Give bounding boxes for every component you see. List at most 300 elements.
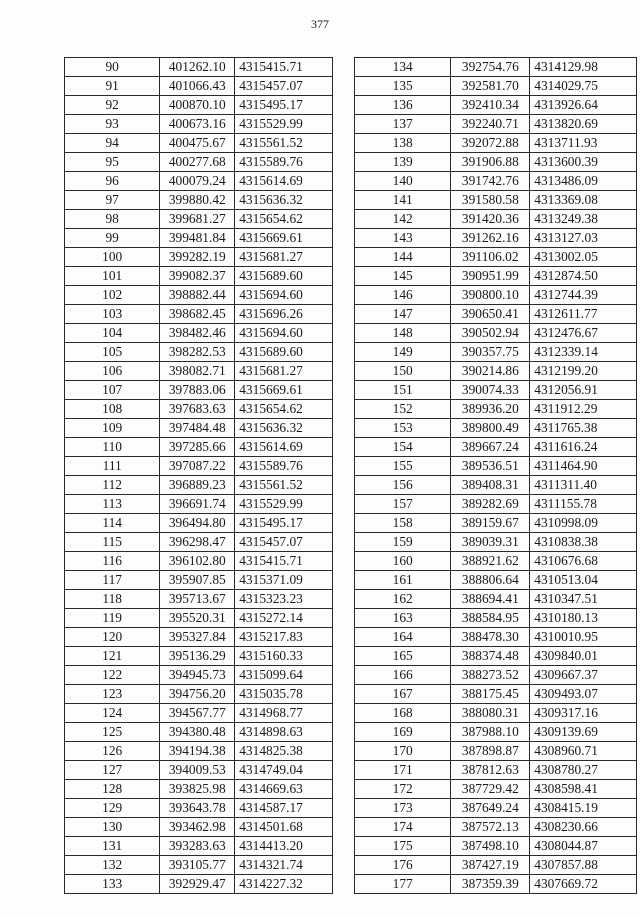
table-row xyxy=(65,172,333,191)
x-coordinate-cell: 396889.23 xyxy=(160,476,235,495)
table-row xyxy=(65,438,333,457)
point-number-cell: 144 xyxy=(355,248,451,267)
table-row xyxy=(355,647,637,666)
table-row xyxy=(355,666,637,685)
y-coordinate-cell: 4314029.75 xyxy=(530,77,637,96)
point-number-cell: 101 xyxy=(65,267,160,286)
table-row xyxy=(65,685,333,704)
table-row xyxy=(355,723,637,742)
point-number-cell: 123 xyxy=(65,685,160,704)
point-number-cell: 126 xyxy=(65,742,160,761)
table-row xyxy=(65,400,333,419)
point-number-cell: 137 xyxy=(355,115,451,134)
y-coordinate-cell: 4311311.40 xyxy=(530,476,637,495)
y-coordinate-cell: 4309317.16 xyxy=(530,704,637,723)
x-coordinate-cell: 394009.53 xyxy=(160,761,235,780)
y-coordinate-cell: 4315415.71 xyxy=(235,58,333,77)
point-number-cell: 174 xyxy=(355,818,451,837)
y-coordinate-cell: 4313127.03 xyxy=(530,229,637,248)
table-row xyxy=(65,571,333,590)
table-row xyxy=(355,761,637,780)
y-coordinate-cell: 4314501.68 xyxy=(235,818,333,837)
table-row xyxy=(355,229,637,248)
point-number-cell: 135 xyxy=(355,77,451,96)
x-coordinate-cell: 388374.48 xyxy=(451,647,530,666)
x-coordinate-cell: 400475.67 xyxy=(160,134,235,153)
point-number-cell: 142 xyxy=(355,210,451,229)
table-row xyxy=(355,438,637,457)
y-coordinate-cell: 4308598.41 xyxy=(530,780,637,799)
x-coordinate-cell: 392581.70 xyxy=(451,77,530,96)
table-row xyxy=(355,96,637,115)
x-coordinate-cell: 387498.10 xyxy=(451,837,530,856)
y-coordinate-cell: 4309667.37 xyxy=(530,666,637,685)
y-coordinate-cell: 4315614.69 xyxy=(235,172,333,191)
point-number-cell: 98 xyxy=(65,210,160,229)
point-number-cell: 96 xyxy=(65,172,160,191)
point-number-cell: 128 xyxy=(65,780,160,799)
x-coordinate-cell: 389800.49 xyxy=(451,419,530,438)
point-number-cell: 172 xyxy=(355,780,451,799)
table-row xyxy=(65,552,333,571)
y-coordinate-cell: 4308044.87 xyxy=(530,837,637,856)
y-coordinate-cell: 4315495.17 xyxy=(235,514,333,533)
x-coordinate-cell: 391106.02 xyxy=(451,248,530,267)
table-row xyxy=(65,723,333,742)
x-coordinate-cell: 396102.80 xyxy=(160,552,235,571)
table-row xyxy=(355,419,637,438)
x-coordinate-cell: 388584.95 xyxy=(451,609,530,628)
x-coordinate-cell: 387359.39 xyxy=(451,875,530,894)
table-row xyxy=(355,685,637,704)
table-row xyxy=(65,210,333,229)
x-coordinate-cell: 389282.69 xyxy=(451,495,530,514)
point-number-cell: 97 xyxy=(65,191,160,210)
x-coordinate-cell: 393105.77 xyxy=(160,856,235,875)
table-row xyxy=(65,761,333,780)
x-coordinate-cell: 387988.10 xyxy=(451,723,530,742)
y-coordinate-cell: 4315160.33 xyxy=(235,647,333,666)
x-coordinate-cell: 394380.48 xyxy=(160,723,235,742)
y-coordinate-cell: 4310347.51 xyxy=(530,590,637,609)
x-coordinate-cell: 395713.67 xyxy=(160,590,235,609)
table-row xyxy=(65,666,333,685)
point-number-cell: 99 xyxy=(65,229,160,248)
x-coordinate-cell: 399082.37 xyxy=(160,267,235,286)
table-row xyxy=(65,191,333,210)
y-coordinate-cell: 4314129.98 xyxy=(530,58,637,77)
y-coordinate-cell: 4315694.60 xyxy=(235,286,333,305)
x-coordinate-cell: 387649.24 xyxy=(451,799,530,818)
point-number-cell: 125 xyxy=(65,723,160,742)
x-coordinate-cell: 387729.42 xyxy=(451,780,530,799)
point-number-cell: 175 xyxy=(355,837,451,856)
table-row xyxy=(65,115,333,134)
point-number-cell: 153 xyxy=(355,419,451,438)
y-coordinate-cell: 4308960.71 xyxy=(530,742,637,761)
x-coordinate-cell: 397285.66 xyxy=(160,438,235,457)
y-coordinate-cell: 4313600.39 xyxy=(530,153,637,172)
y-coordinate-cell: 4310513.04 xyxy=(530,571,637,590)
point-number-cell: 141 xyxy=(355,191,451,210)
x-coordinate-cell: 389667.24 xyxy=(451,438,530,457)
table-row xyxy=(355,305,637,324)
table-row xyxy=(355,476,637,495)
y-coordinate-cell: 4314587.17 xyxy=(235,799,333,818)
point-number-cell: 158 xyxy=(355,514,451,533)
x-coordinate-cell: 389159.67 xyxy=(451,514,530,533)
y-coordinate-cell: 4307669.72 xyxy=(530,875,637,894)
table-row xyxy=(65,780,333,799)
x-coordinate-cell: 388921.62 xyxy=(451,552,530,571)
point-number-cell: 166 xyxy=(355,666,451,685)
x-coordinate-cell: 387898.87 xyxy=(451,742,530,761)
x-coordinate-cell: 395327.84 xyxy=(160,628,235,647)
table-row xyxy=(355,495,637,514)
point-number-cell: 173 xyxy=(355,799,451,818)
y-coordinate-cell: 4309840.01 xyxy=(530,647,637,666)
y-coordinate-cell: 4315529.99 xyxy=(235,115,333,134)
table-row xyxy=(65,856,333,875)
y-coordinate-cell: 4314227.32 xyxy=(235,875,333,894)
table-row xyxy=(65,267,333,286)
x-coordinate-cell: 401066.43 xyxy=(160,77,235,96)
x-coordinate-cell: 400079.24 xyxy=(160,172,235,191)
y-coordinate-cell: 4314321.74 xyxy=(235,856,333,875)
point-number-cell: 122 xyxy=(65,666,160,685)
point-number-cell: 108 xyxy=(65,400,160,419)
x-coordinate-cell: 394945.73 xyxy=(160,666,235,685)
y-coordinate-cell: 4312199.20 xyxy=(530,362,637,381)
table-row xyxy=(355,362,637,381)
point-number-cell: 169 xyxy=(355,723,451,742)
x-coordinate-cell: 387427.19 xyxy=(451,856,530,875)
x-coordinate-cell: 398082.71 xyxy=(160,362,235,381)
y-coordinate-cell: 4315654.62 xyxy=(235,400,333,419)
table-row xyxy=(355,153,637,172)
x-coordinate-cell: 399481.84 xyxy=(160,229,235,248)
y-coordinate-cell: 4315614.69 xyxy=(235,438,333,457)
y-coordinate-cell: 4308230.66 xyxy=(530,818,637,837)
x-coordinate-cell: 397883.06 xyxy=(160,381,235,400)
table-row xyxy=(355,799,637,818)
point-number-cell: 112 xyxy=(65,476,160,495)
x-coordinate-cell: 398282.53 xyxy=(160,343,235,362)
table-row xyxy=(65,609,333,628)
x-coordinate-cell: 387812.63 xyxy=(451,761,530,780)
x-coordinate-cell: 398482.46 xyxy=(160,324,235,343)
point-number-cell: 160 xyxy=(355,552,451,571)
x-coordinate-cell: 393283.63 xyxy=(160,837,235,856)
table-row xyxy=(355,58,637,77)
table-row xyxy=(65,419,333,438)
point-number-cell: 91 xyxy=(65,77,160,96)
y-coordinate-cell: 4315636.32 xyxy=(235,191,333,210)
x-coordinate-cell: 390074.33 xyxy=(451,381,530,400)
y-coordinate-cell: 4315457.07 xyxy=(235,77,333,96)
point-number-cell: 147 xyxy=(355,305,451,324)
point-number-cell: 114 xyxy=(65,514,160,533)
x-coordinate-cell: 389039.31 xyxy=(451,533,530,552)
point-number-cell: 110 xyxy=(65,438,160,457)
table-row xyxy=(65,229,333,248)
y-coordinate-cell: 4315495.17 xyxy=(235,96,333,115)
point-number-cell: 118 xyxy=(65,590,160,609)
point-number-cell: 154 xyxy=(355,438,451,457)
x-coordinate-cell: 396691.74 xyxy=(160,495,235,514)
table-row xyxy=(65,799,333,818)
table-row xyxy=(355,286,637,305)
x-coordinate-cell: 400870.10 xyxy=(160,96,235,115)
point-number-cell: 117 xyxy=(65,571,160,590)
point-number-cell: 159 xyxy=(355,533,451,552)
table-row xyxy=(355,780,637,799)
table-row xyxy=(65,381,333,400)
table-row xyxy=(65,742,333,761)
point-number-cell: 156 xyxy=(355,476,451,495)
table-row xyxy=(355,742,637,761)
y-coordinate-cell: 4310010.95 xyxy=(530,628,637,647)
point-number-cell: 138 xyxy=(355,134,451,153)
table-row xyxy=(65,647,333,666)
table-row xyxy=(355,457,637,476)
y-coordinate-cell: 4312476.67 xyxy=(530,324,637,343)
y-coordinate-cell: 4315696.26 xyxy=(235,305,333,324)
y-coordinate-cell: 4315529.99 xyxy=(235,495,333,514)
table-row xyxy=(355,324,637,343)
y-coordinate-cell: 4315669.61 xyxy=(235,381,333,400)
point-number-cell: 105 xyxy=(65,343,160,362)
table-row xyxy=(355,343,637,362)
table-row xyxy=(355,514,637,533)
x-coordinate-cell: 391742.76 xyxy=(451,172,530,191)
x-coordinate-cell: 391420.36 xyxy=(451,210,530,229)
point-number-cell: 157 xyxy=(355,495,451,514)
x-coordinate-cell: 393643.78 xyxy=(160,799,235,818)
table-row xyxy=(65,343,333,362)
y-coordinate-cell: 4315681.27 xyxy=(235,362,333,381)
table-row xyxy=(355,628,637,647)
point-number-cell: 124 xyxy=(65,704,160,723)
point-number-cell: 103 xyxy=(65,305,160,324)
y-coordinate-cell: 4310180.13 xyxy=(530,609,637,628)
y-coordinate-cell: 4312874.50 xyxy=(530,267,637,286)
table-row xyxy=(65,77,333,96)
point-number-cell: 130 xyxy=(65,818,160,837)
x-coordinate-cell: 399282.19 xyxy=(160,248,235,267)
x-coordinate-cell: 390502.94 xyxy=(451,324,530,343)
y-coordinate-cell: 4313369.08 xyxy=(530,191,637,210)
y-coordinate-cell: 4315371.09 xyxy=(235,571,333,590)
table-row xyxy=(65,324,333,343)
y-coordinate-cell: 4315654.62 xyxy=(235,210,333,229)
x-coordinate-cell: 389408.31 xyxy=(451,476,530,495)
point-number-cell: 121 xyxy=(65,647,160,666)
x-coordinate-cell: 388273.52 xyxy=(451,666,530,685)
y-coordinate-cell: 4315689.60 xyxy=(235,267,333,286)
point-number-cell: 132 xyxy=(65,856,160,875)
x-coordinate-cell: 389536.51 xyxy=(451,457,530,476)
point-number-cell: 151 xyxy=(355,381,451,400)
y-coordinate-cell: 4312056.91 xyxy=(530,381,637,400)
x-coordinate-cell: 390951.99 xyxy=(451,267,530,286)
y-coordinate-cell: 4315415.71 xyxy=(235,552,333,571)
x-coordinate-cell: 392410.34 xyxy=(451,96,530,115)
point-number-cell: 146 xyxy=(355,286,451,305)
table-row xyxy=(355,134,637,153)
x-coordinate-cell: 396298.47 xyxy=(160,533,235,552)
y-coordinate-cell: 4311155.78 xyxy=(530,495,637,514)
x-coordinate-cell: 388175.45 xyxy=(451,685,530,704)
table-row xyxy=(65,514,333,533)
table-row xyxy=(65,134,333,153)
table-row xyxy=(65,457,333,476)
x-coordinate-cell: 393462.98 xyxy=(160,818,235,837)
point-number-cell: 111 xyxy=(65,457,160,476)
x-coordinate-cell: 396494.80 xyxy=(160,514,235,533)
point-number-cell: 155 xyxy=(355,457,451,476)
point-number-cell: 148 xyxy=(355,324,451,343)
table-row xyxy=(65,58,333,77)
x-coordinate-cell: 388080.31 xyxy=(451,704,530,723)
y-coordinate-cell: 4313486.09 xyxy=(530,172,637,191)
y-coordinate-cell: 4315035.78 xyxy=(235,685,333,704)
point-number-cell: 140 xyxy=(355,172,451,191)
y-coordinate-cell: 4311616.24 xyxy=(530,438,637,457)
point-number-cell: 119 xyxy=(65,609,160,628)
x-coordinate-cell: 387572.13 xyxy=(451,818,530,837)
point-number-cell: 164 xyxy=(355,628,451,647)
x-coordinate-cell: 390650.41 xyxy=(451,305,530,324)
y-coordinate-cell: 4311464.90 xyxy=(530,457,637,476)
point-number-cell: 139 xyxy=(355,153,451,172)
y-coordinate-cell: 4309139.69 xyxy=(530,723,637,742)
y-coordinate-cell: 4313926.64 xyxy=(530,96,637,115)
table-row xyxy=(65,704,333,723)
point-number-cell: 94 xyxy=(65,134,160,153)
x-coordinate-cell: 398682.45 xyxy=(160,305,235,324)
table-row xyxy=(355,400,637,419)
table-row xyxy=(355,552,637,571)
point-number-cell: 104 xyxy=(65,324,160,343)
table-row xyxy=(65,495,333,514)
point-number-cell: 133 xyxy=(65,875,160,894)
point-number-cell: 171 xyxy=(355,761,451,780)
x-coordinate-cell: 390214.86 xyxy=(451,362,530,381)
point-number-cell: 168 xyxy=(355,704,451,723)
y-coordinate-cell: 4313711.93 xyxy=(530,134,637,153)
y-coordinate-cell: 4312611.77 xyxy=(530,305,637,324)
table-row xyxy=(355,875,637,894)
table-row xyxy=(355,856,637,875)
table-row xyxy=(355,704,637,723)
x-coordinate-cell: 394756.20 xyxy=(160,685,235,704)
y-coordinate-cell: 4315669.61 xyxy=(235,229,333,248)
y-coordinate-cell: 4315636.32 xyxy=(235,419,333,438)
point-number-cell: 120 xyxy=(65,628,160,647)
y-coordinate-cell: 4308780.27 xyxy=(530,761,637,780)
x-coordinate-cell: 390357.75 xyxy=(451,343,530,362)
point-number-cell: 115 xyxy=(65,533,160,552)
table-row xyxy=(355,115,637,134)
point-number-cell: 161 xyxy=(355,571,451,590)
x-coordinate-cell: 392754.76 xyxy=(451,58,530,77)
y-coordinate-cell: 4310676.68 xyxy=(530,552,637,571)
table-row xyxy=(65,533,333,552)
point-number-cell: 177 xyxy=(355,875,451,894)
point-number-cell: 113 xyxy=(65,495,160,514)
x-coordinate-cell: 397087.22 xyxy=(160,457,235,476)
x-coordinate-cell: 393825.98 xyxy=(160,780,235,799)
y-coordinate-cell: 4309493.07 xyxy=(530,685,637,704)
x-coordinate-cell: 395520.31 xyxy=(160,609,235,628)
x-coordinate-cell: 397484.48 xyxy=(160,419,235,438)
y-coordinate-cell: 4315689.60 xyxy=(235,343,333,362)
table-row xyxy=(355,210,637,229)
table-row xyxy=(355,590,637,609)
x-coordinate-cell: 392072.88 xyxy=(451,134,530,153)
x-coordinate-cell: 390800.10 xyxy=(451,286,530,305)
y-coordinate-cell: 4307857.88 xyxy=(530,856,637,875)
point-number-cell: 131 xyxy=(65,837,160,856)
point-number-cell: 129 xyxy=(65,799,160,818)
y-coordinate-cell: 4315561.52 xyxy=(235,134,333,153)
point-number-cell: 90 xyxy=(65,58,160,77)
point-number-cell: 100 xyxy=(65,248,160,267)
y-coordinate-cell: 4315561.52 xyxy=(235,476,333,495)
y-coordinate-cell: 4312339.14 xyxy=(530,343,637,362)
x-coordinate-cell: 394567.77 xyxy=(160,704,235,723)
point-number-cell: 116 xyxy=(65,552,160,571)
point-number-cell: 106 xyxy=(65,362,160,381)
x-coordinate-cell: 400277.68 xyxy=(160,153,235,172)
point-number-cell: 109 xyxy=(65,419,160,438)
x-coordinate-cell: 395907.85 xyxy=(160,571,235,590)
table-row xyxy=(355,248,637,267)
page-number: 377 xyxy=(311,17,329,31)
point-number-cell: 163 xyxy=(355,609,451,628)
y-coordinate-cell: 4315217.83 xyxy=(235,628,333,647)
point-number-cell: 95 xyxy=(65,153,160,172)
x-coordinate-cell: 392240.71 xyxy=(451,115,530,134)
table-row xyxy=(65,476,333,495)
x-coordinate-cell: 392929.47 xyxy=(160,875,235,894)
x-coordinate-cell: 391580.58 xyxy=(451,191,530,210)
table-row xyxy=(355,571,637,590)
table-row xyxy=(65,590,333,609)
y-coordinate-cell: 4312744.39 xyxy=(530,286,637,305)
table-row xyxy=(355,77,637,96)
coordinate-table-left xyxy=(64,57,333,894)
point-number-cell: 149 xyxy=(355,343,451,362)
y-coordinate-cell: 4315681.27 xyxy=(235,248,333,267)
table-row xyxy=(65,875,333,894)
point-number-cell: 102 xyxy=(65,286,160,305)
table-row xyxy=(65,837,333,856)
y-coordinate-cell: 4308415.19 xyxy=(530,799,637,818)
x-coordinate-cell: 389936.20 xyxy=(451,400,530,419)
x-coordinate-cell: 399880.42 xyxy=(160,191,235,210)
point-number-cell: 134 xyxy=(355,58,451,77)
x-coordinate-cell: 401262.10 xyxy=(160,58,235,77)
point-number-cell: 127 xyxy=(65,761,160,780)
table-row xyxy=(65,628,333,647)
point-number-cell: 92 xyxy=(65,96,160,115)
point-number-cell: 150 xyxy=(355,362,451,381)
table-row xyxy=(355,172,637,191)
y-coordinate-cell: 4315589.76 xyxy=(235,153,333,172)
x-coordinate-cell: 395136.29 xyxy=(160,647,235,666)
